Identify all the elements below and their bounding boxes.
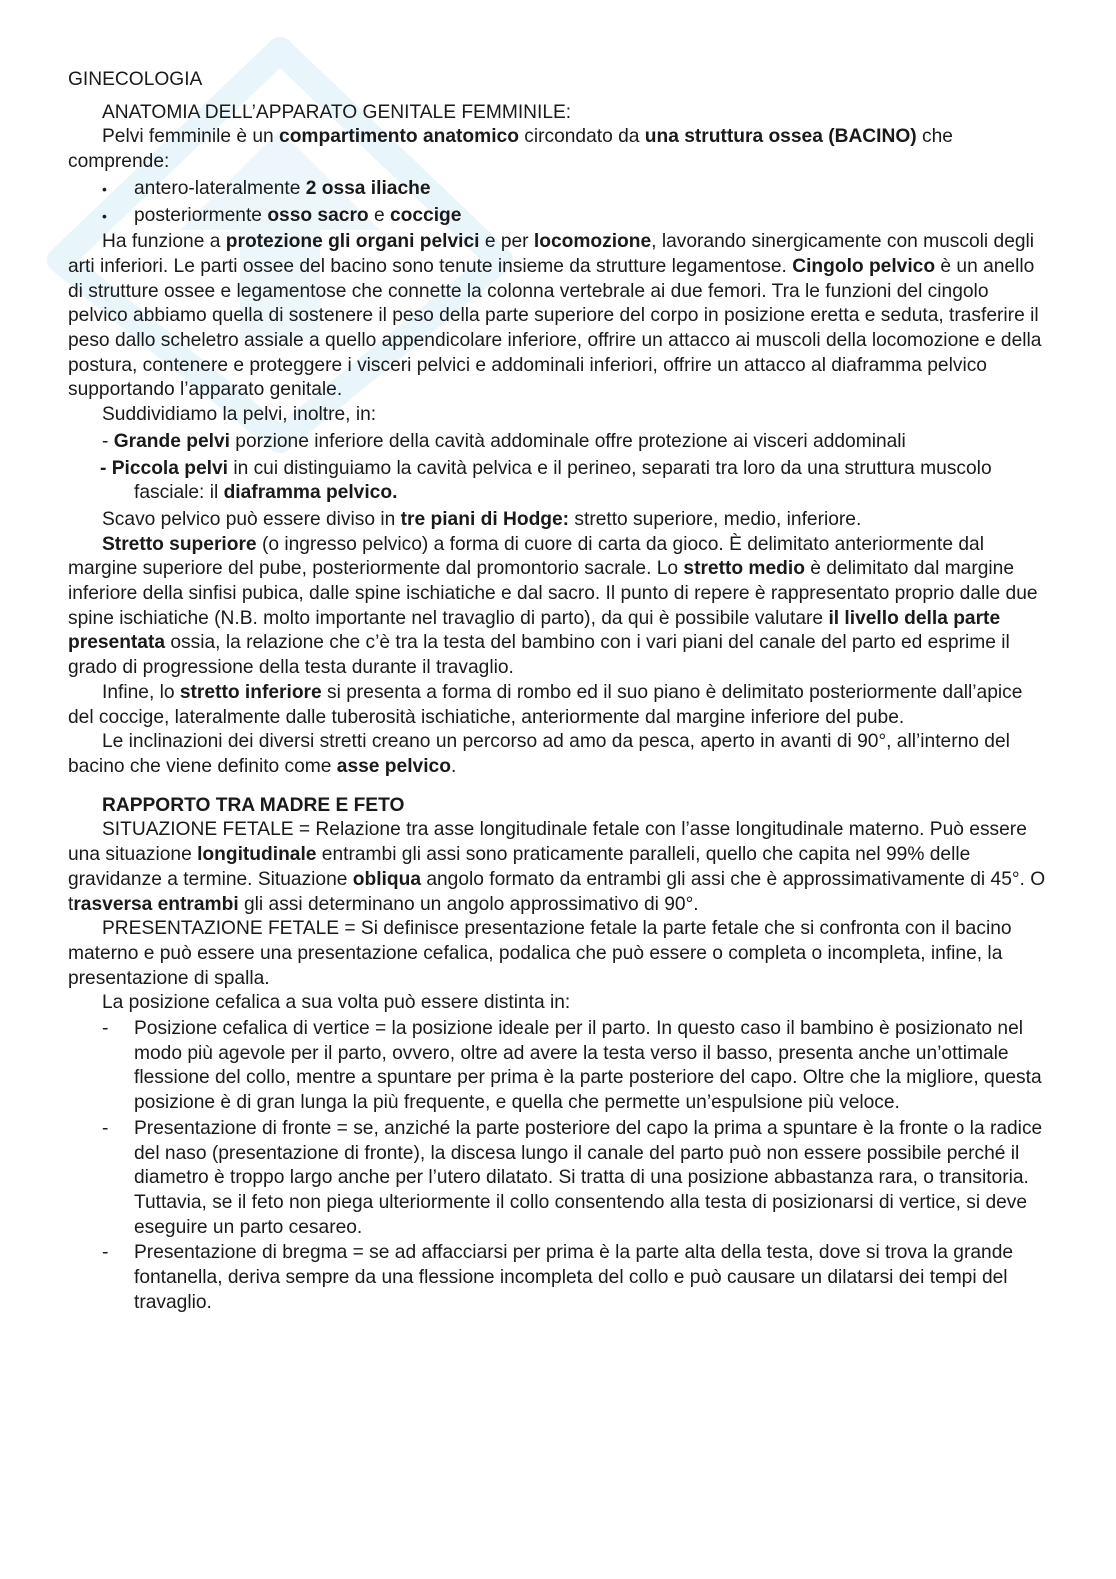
bullet-list-bones	[68, 177, 1048, 228]
document-title: GINECOLOGIA	[68, 69, 203, 90]
paragraph-funzione: Ha funzione a protezione gli organi pelvici e per locomozione, lavorando sinergicamente con muscoli degli arti inferiori. Le parti ossee del bacino sono tenute insieme da strutture legamentose. Cingolo pelvico è un anello di strutture ossee e legamentose che connette la colonna vertebrale ai due femori. Tra le funzioni del cingolo pelvico abbiamo quella di sostenere il peso della parte superiore del corpo in posizione eretta e seduta, trasferire il peso dallo scheletro assiale a quello appendicolare inferiore, offrire un attacco ai muscoli della locomozione e della postura, contenere e proteggere i visceri pelvici e addominali inferiori, offrire un attacco al diaframma pelvico supportando l’apparato genitale.	[68, 231, 1042, 401]
paragraph-posizione-cefalica: La posizione cefalica a sua volta può essere distinta in:	[102, 992, 571, 1014]
paragraph-situazione-fetale: SITUAZIONE FETALE = Relazione tra asse longitudinale fetale con l’asse longitudinale materno. Può essere una situazione longitudinale entrambi gli assi sono praticamente paralleli, quello che capita nel 99% delle gravidanze a termine. Situazione obliqua angolo formato da entrambi gli assi che è approssimativamente di 45°. O trasversa entrambi gli assi determinano un angolo approssimativo di 90°.	[68, 819, 1046, 915]
list-item: - Posizione cefalica di vertice = la posizione ideale per il parto. In questo caso il bambino è posizionato nel modo più agevole per il parto, ovvero, oltre ad avere la testa verso il basso, presenta anche un’ottimale flessione del collo, mentre a spuntare per prima è la parte posteriore del capo. Oltre che la migliore, questa posizione è di gran lunga la più frequente, e quella che permette un’espulsione più veloce.	[68, 1017, 1048, 1116]
list-item: - Presentazione di bregma = se ad affacciarsi per prima è la parte alta della testa, dove si trova la grande fontanella, deriva sempre da una flessione incompleta del collo e può causare un dilatarsi dei tempi del travaglio.	[68, 1241, 1048, 1315]
dash-list-positions	[68, 1017, 1048, 1315]
document-page	[68, 68, 1048, 1316]
paragraph-presentazione-fetale: PRESENTAZIONE FETALE = Si definisce presentazione fetale la parte fetale che si confronta con il bacino materno e può essere una presentazione cefalica, podalica che può essere o completa o incompleta, infine, la presentazione di spalla.	[68, 918, 1012, 989]
paragraph-stretto-superiore: Stretto superiore (o ingresso pelvico) a forma di cuore di carta da gioco. È delimitato anteriormente dal margine superiore del pube, posteriormente dal promontorio sacrale. Lo stretto medio è delimitato dal margine inferiore della sinfisi pubica, dalle spine ischiatiche e dal sacro. Il punto di repere è rappresentato proprio dalle due spine ischiatiche (N.B. molto importante nel travaglio di parto), da qui è possibile valutare il livello della parte presentata ossia, la relazione che c’è tra la testa del bambino con i vari piani del canale del parto ed esprime il grado di progressione della testa durante il travaglio.	[68, 533, 1038, 679]
list-item: - Presentazione di fronte = se, anziché la parte posteriore del capo la prima a spuntare è la fronte o la radice del naso (presentazione di fronte), la discesa lungo il canale del parto può non essere possibile perché il diametro è troppo largo anche per l’utero dilatato. Si tratta di una posizione abbastanza rara, o transitoria. Tuttavia, se il feto non piega ulteriormente il collo consentendo alla testa di posizionarsi di vertice, si deve eseguire un parto cesareo.	[68, 1117, 1048, 1241]
paragraph-stretto-inferiore: Infine, lo stretto inferiore si presenta a forma di rombo ed il suo piano è delimitato posteriormente dall’apice del coccige, lateralmente dalle tuberosità ischiatiche, anteriormente dal margine inferiore del pube.	[68, 681, 1023, 728]
section-heading-rapporto: RAPPORTO TRA MADRE E FETO	[102, 794, 405, 816]
list-item-piccola-pelvi: - Piccola pelvi in cui distinguiamo la cavità pelvica e il perineo, separati tra loro da una struttura muscolo fasciale: il diaframma pelvico.	[100, 457, 992, 504]
list-item: • antero-lateralmente 2 ossa iliache	[68, 177, 1048, 202]
paragraph-pelvi: Pelvi femminile è un compartimento anatomico circondato da una struttura ossea (BACINO) che comprende:	[68, 126, 953, 173]
list-item-grande-pelvi: - Grande pelvi porzione inferiore della cavità addominale offre protezione ai visceri addominali	[102, 430, 906, 452]
paragraph-scavo: Scavo pelvico può essere diviso in tre piani di Hodge: stretto superiore, medio, inferiore.	[102, 508, 862, 530]
section-heading-anatomy: ANATOMIA DELL’APPARATO GENITALE FEMMINILE:	[102, 101, 572, 123]
paragraph-inclinazioni: Le inclinazioni dei diversi stretti creano un percorso ad amo da pesca, aperto in avanti di 90°, all’interno del bacino che viene definito come asse pelvico.	[68, 731, 1010, 777]
list-item: • posteriormente osso sacro e coccige	[68, 204, 1048, 229]
paragraph-suddividiamo: Suddividiamo la pelvi, inoltre, in:	[102, 404, 377, 426]
